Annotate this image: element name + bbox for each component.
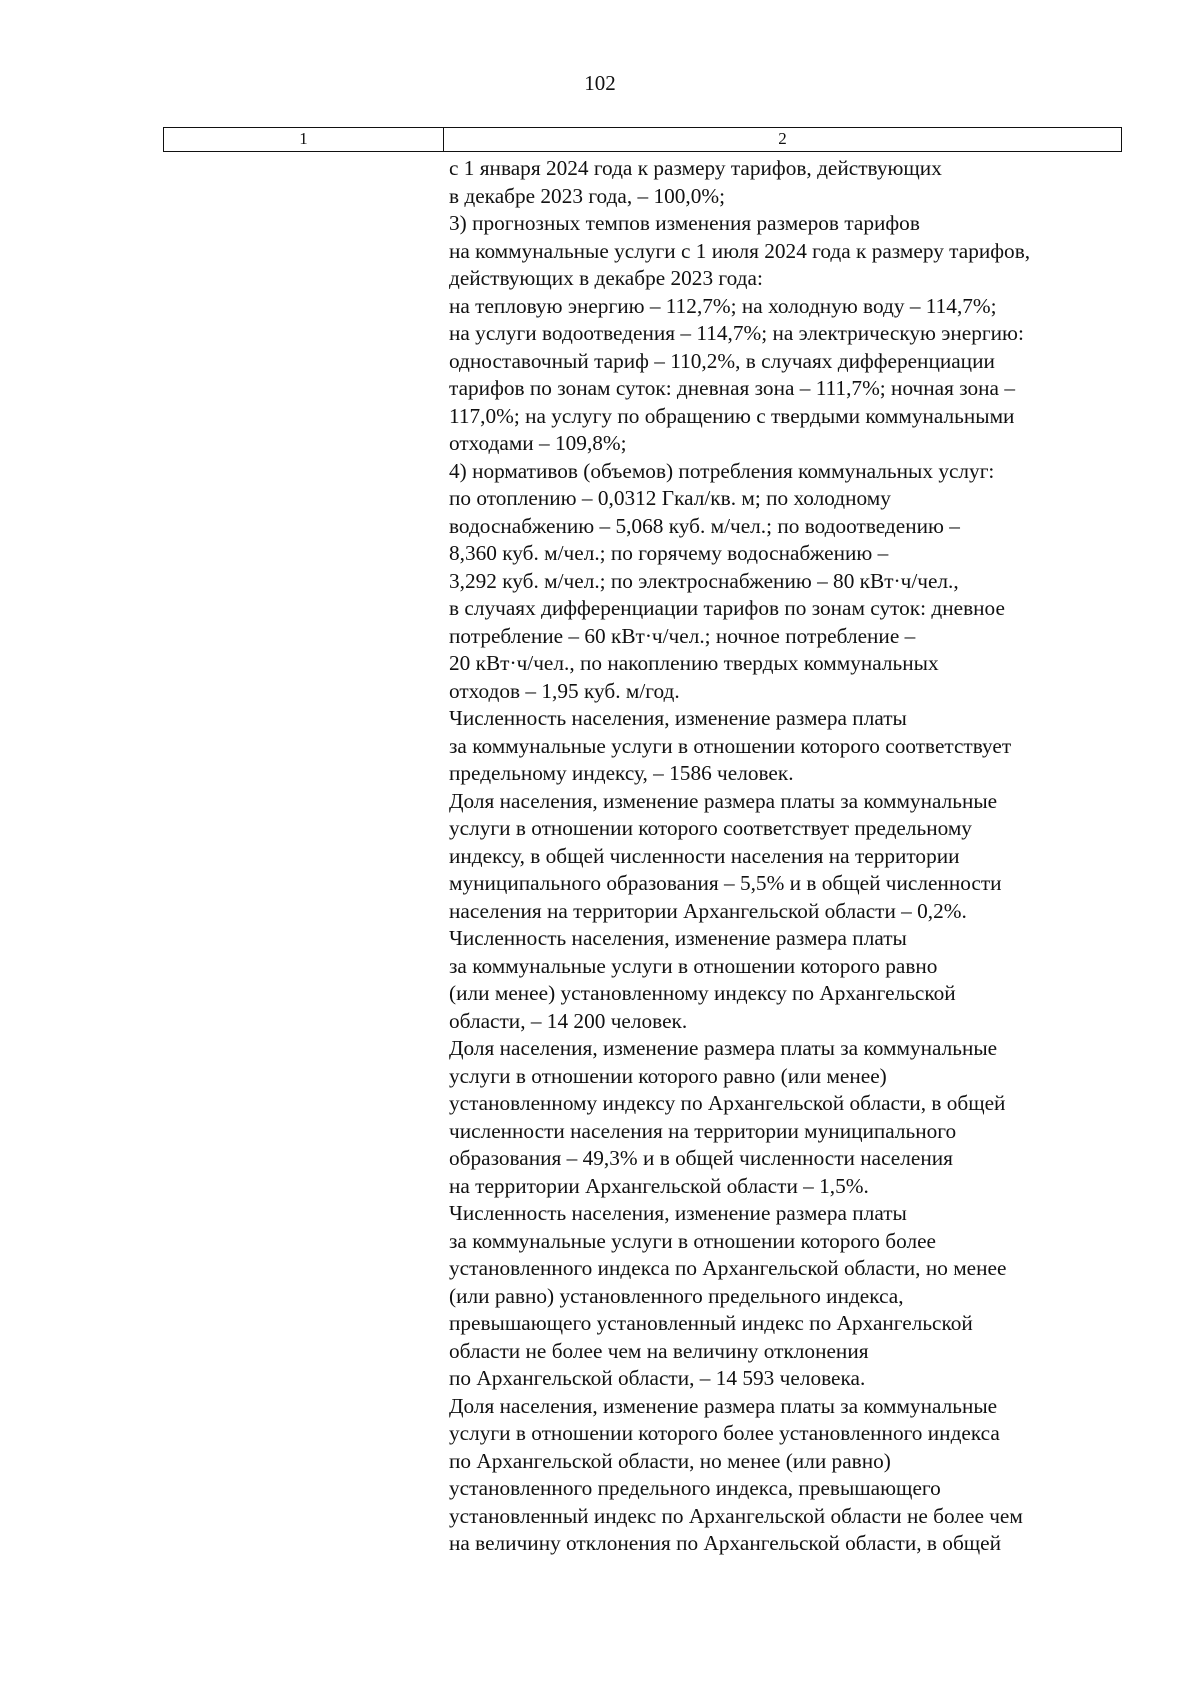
text-line: водоснабжению – 5,068 куб. м/чел.; по водоотведению – (449, 513, 960, 538)
text-line: Доля населения, изменение размера платы за коммунальные (449, 1393, 998, 1418)
text-line: на величину отклонения по Архангельской области, в общей (449, 1531, 1002, 1555)
text-line: услуги в отношении которого равно (или менее) (449, 1063, 887, 1088)
text-line: за коммунальные услуги в отношении которого равно (449, 953, 938, 978)
text-line: Доля населения, изменение размера платы за коммунальные (449, 788, 998, 813)
text-line: по отоплению – 0,0312 Гкал/кв. м; по холодному (449, 486, 891, 510)
text-line: в случаях дифференциации тарифов по зонам суток: дневное (449, 596, 1005, 620)
text-line: услуги в отношении которого соответствует предельному (449, 816, 972, 840)
table-header-col-1: 1 (164, 128, 444, 151)
text-line: по Архангельской области, – 14 593 человека. (449, 1366, 866, 1390)
text-line: Численность населения, изменение размера платы (449, 1201, 907, 1225)
text-line: отходами – 109,8%; (449, 431, 627, 455)
text-line: области, – 14 200 человек. (449, 1008, 688, 1033)
text-line: индексу, в общей численности населения на территории (449, 843, 960, 868)
text-line: Численность населения, изменение размера платы (449, 926, 907, 950)
table-cell-col-2-text (449, 155, 1129, 1558)
table-header-col-2: 2 (778, 129, 787, 148)
text-line: области не более чем на величину отклонения (449, 1338, 869, 1363)
text-line: на тепловую энергию – 112,7%; на холодную воду – 114,7%; (449, 293, 997, 318)
text-line: установленного предельного индекса, превышающего (449, 1476, 941, 1500)
text-line: 8,360 куб. м/чел.; по горячему водоснабжению – (449, 541, 889, 565)
text-line: 3,292 куб. м/чел.; по электроснабжению – 80 кВт·ч/чел., (449, 568, 959, 593)
text-line: 117,0%; на услугу по обращению с твердыми коммунальными (449, 403, 1015, 428)
text-line: 4) нормативов (объемов) потребления коммунальных услуг: (449, 458, 995, 483)
text-line: с 1 января 2024 года к размеру тарифов, действующих (449, 156, 942, 180)
text-line: (или менее) установленному индексу по Архангельской (449, 981, 956, 1005)
text-line: на услуги водоотведения – 114,7%; на электрическую энергию: (449, 321, 1024, 345)
text-line: муниципального образования – 5,5% и в общей численности (449, 871, 1002, 895)
text-line: за коммунальные услуги в отношении которого соответствует (449, 733, 1012, 758)
text-line: одноставочный тариф – 110,2%, в случаях дифференциации (449, 348, 995, 373)
text-line: услуги в отношении которого более установленного индекса (449, 1421, 1000, 1445)
text-line: 20 кВт·ч/чел., по накоплению твердых коммунальных (449, 651, 939, 675)
table-header-row (163, 127, 1122, 152)
page-number: 102 (584, 71, 616, 95)
text-line: потребление – 60 кВт·ч/чел.; ночное потребление – (449, 623, 916, 648)
text-line: превышающего установленный индекс по Архангельской (449, 1311, 973, 1335)
text-line: за коммунальные услуги в отношении которого более (449, 1228, 936, 1253)
text-line: (или равно) установленного предельного индекса, (449, 1283, 904, 1308)
text-line: предельному индексу, – 1586 человек. (449, 761, 794, 785)
text-line: по Архангельской области, но менее (или равно) (449, 1448, 891, 1473)
text-line: 3) прогнозных темпов изменения размеров тарифов (449, 211, 920, 235)
text-line: установленного индекса по Архангельской области, но менее (449, 1256, 1007, 1280)
text-line: Доля населения, изменение размера платы за коммунальные (449, 1036, 998, 1060)
text-line: на территории Архангельской области – 1,5%. (449, 1173, 869, 1198)
text-line: численности населения на территории муниципального (449, 1118, 957, 1143)
text-line: Численность населения, изменение размера платы (449, 706, 907, 730)
text-line: действующих в декабре 2023 года: (449, 266, 763, 290)
text-line: образования – 49,3% и в общей численности населения (449, 1146, 953, 1170)
text-line: установленный индекс по Архангельской области не более чем (449, 1503, 1023, 1528)
text-line: населения на территории Архангельской области – 0,2%. (449, 898, 967, 923)
text-line: в декабре 2023 года, – 100,0%; (449, 183, 726, 208)
text-line: на коммунальные услуги с 1 июля 2024 года к размеру тарифов, (449, 238, 1031, 263)
text-line: тарифов по зонам суток: дневная зона – 111,7%; ночная зона – (449, 376, 1015, 400)
text-line: установленному индексу по Архангельской области, в общей (449, 1091, 1006, 1115)
text-line: отходов – 1,95 куб. м/год. (449, 678, 680, 703)
